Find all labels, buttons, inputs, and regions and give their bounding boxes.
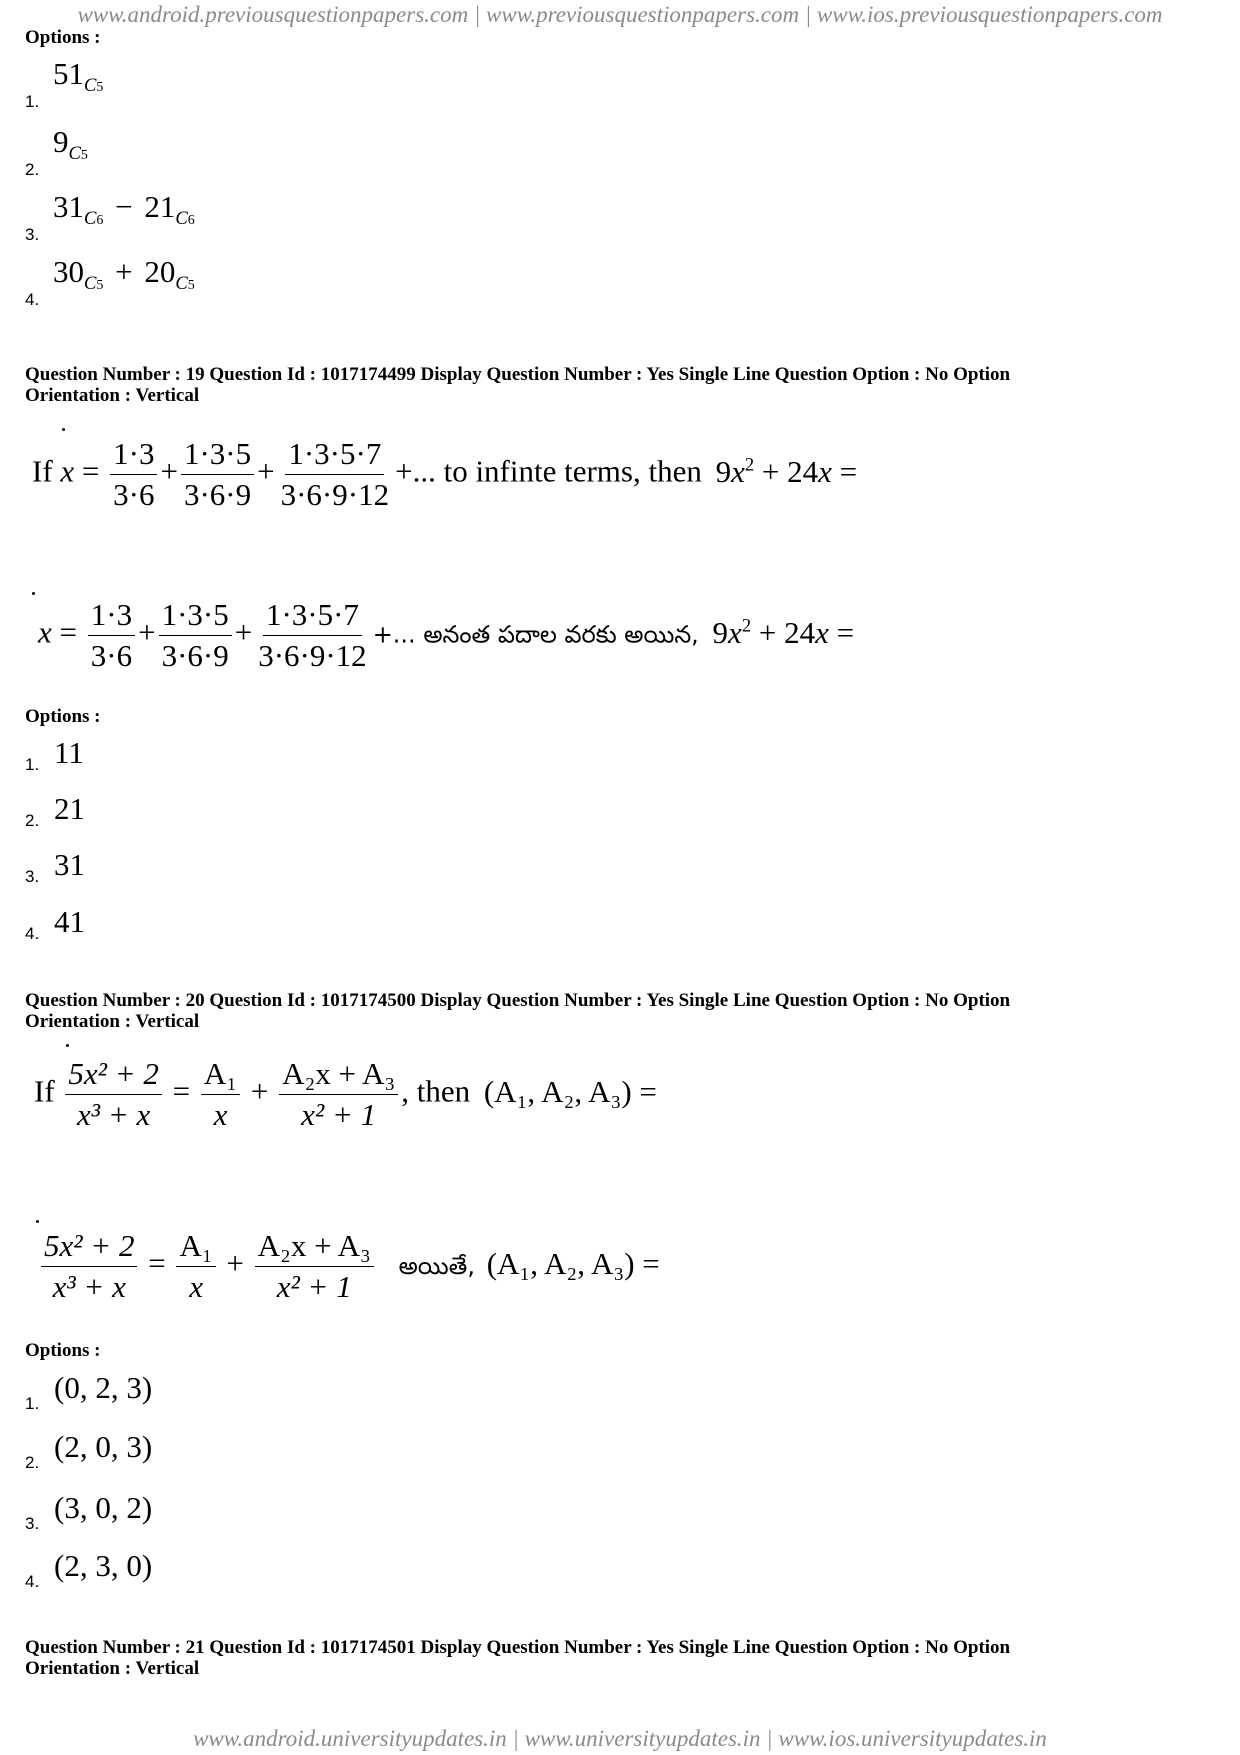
fraction: $\frac{1\cdot 3\cdot 5}{3\cdot 6\cdot 9}$ [159,597,232,674]
option-number: 2. [25,160,40,179]
q18-option-2[interactable] [25,120,88,179]
option-number: 3. [25,867,40,886]
stray-dot [62,428,65,431]
stray-dot [36,1220,39,1223]
fraction: $\frac{1\cdot 3}{3\cdot 6}$ [88,597,135,674]
q19-option-1[interactable] [25,735,225,781]
fraction: $\frac{\text{5x² + 2}}{\text{x³ + x}}$ [65,1056,161,1133]
option-number: 2. [25,1453,40,1472]
fraction: $\frac{\text{A₂x + A₃}}{\text{x² + 1}}$ [279,1056,398,1133]
q18-options-label: Options : [25,27,101,48]
q18-option-1[interactable] [25,52,104,111]
q18-option-4[interactable] [25,250,195,309]
option-number: 2. [25,811,40,830]
option-value: (0, 2, 3) [54,1370,153,1405]
question-meta-line: Question Number : 20 Question Id : 1017174500 Display Question Number : Yes Single Line Question Option : No Option [25,990,1011,1011]
page-footer-watermark: www.android.universityupdates.in | www.universityupdates.in | www.ios.universityupdates.in [193,1726,1047,1751]
fraction: $\frac{1\cdot 3\cdot 5}{3\cdot 6\cdot 9}$ [181,436,254,513]
fraction: $\frac{\text{A₁}}{x}$ [176,1228,215,1305]
option-number: 1. [25,755,40,774]
q20-question-telugu: $\frac{\text{5x² + 2}}{\text{x³ + x}}$ = $\frac{\text{A₁}}{x}$ + $\frac{\text{A₂x + A₃}}{\text{x² + 1}}$ అయితే, (A₁, A₂, A₃) = [38,1228,660,1305]
option-value: (3, 0, 2) [54,1490,153,1525]
option-number: 3. [25,1514,40,1533]
option-value: $31_{C6} - 21_{C6}$ [53,189,195,230]
fraction: $\frac{1\cdot 3\cdot 5\cdot 7}{3\cdot 6\cdot 9\cdot 12}$ [258,597,367,673]
option-value: 41 [54,904,85,939]
fraction: $\frac{1\cdot 3}{3\cdot 6}$ [110,436,157,513]
q20-question-english: If $\frac{\text{5x² + 2}}{\text{x³ + x}}$ = $\frac{\text{A₁}}{x}$ + $\frac{\text{A₂x + A₃}}{\text{x² + 1}}$ , then (A₁, A₂, A₃) = [34,1056,657,1132]
q21-meta [25,1637,1225,1679]
q20-option-3[interactable] [25,1490,325,1540]
q19-meta [25,364,1225,406]
option-value: $30_{C5} + 20_{C5}$ [53,254,195,295]
stray-dot [66,1044,69,1047]
q20-option-1[interactable] [25,1370,325,1420]
option-value: 31 [54,847,85,882]
option-number: 4. [25,290,40,309]
fraction: $\frac{\text{A₁}}{x}$ [201,1056,240,1133]
option-number: 4. [25,1572,40,1591]
q19-option-4[interactable] [25,904,225,950]
option-value: 21 [54,791,85,826]
question-meta-line: Orientation : Vertical [25,1658,200,1679]
option-value: (2, 3, 0) [54,1548,153,1583]
fraction: $\frac{\text{5x² + 2}}{\text{x³ + x}}$ [41,1228,137,1305]
q20-options-label: Options : [25,1340,101,1361]
option-value: (2, 0, 3) [54,1429,153,1464]
option-value: $9_{C5}$ [53,124,88,165]
q20-option-4[interactable] [25,1548,325,1598]
q19-option-2[interactable] [25,791,225,837]
q19-question-telugu: x = $\frac{1\cdot 3}{3\cdot 6}$ + $\frac{1\cdot 3\cdot 5}{3\cdot 6\cdot 9}$ + $\frac{1\cdot 3\cdot 5\cdot 7}{3\cdot 6\cdot 9\cdot 12}$ +... అనంత పదాల వరకు అయిన, $9x^2 + 24x$ = [38,597,855,673]
page-header-watermark: www.android.previousquestionpapers.com | www.previousquestionpapers.com | www.ios.previousquestionpapers.com [77,2,1163,27]
q20-option-2[interactable] [25,1429,325,1479]
q19-option-3[interactable] [25,847,225,893]
q20-meta [25,990,1225,1032]
question-meta-line: Question Number : 21 Question Id : 1017174501 Display Question Number : Yes Single Line Question Option : No Option [25,1637,1011,1658]
question-meta-line: Question Number : 19 Question Id : 1017174499 Display Question Number : Yes Single Line Question Option : No Option [25,364,1011,385]
q18-option-3[interactable] [25,185,195,244]
q19-question-english: If x = $\frac{1\cdot 3}{3\cdot 6}$ + $\frac{1\cdot 3\cdot 5}{3\cdot 6\cdot 9}$ + $\frac{1\cdot 3\cdot 5\cdot 7}{3\cdot 6\cdot 9\cdot 12}$ +... to infinte terms, then $9x^2 + 24x$ = [32,436,858,512]
question-meta-line: Orientation : Vertical [25,385,200,406]
fraction: $\frac{\text{A₂x + A₃}}{\text{x² + 1}}$ [255,1228,374,1305]
q19-options-label: Options : [25,706,101,727]
option-number: 3. [25,225,40,244]
option-number: 1. [25,92,40,111]
stray-dot [32,592,35,595]
fraction: $\frac{1\cdot 3\cdot 5\cdot 7}{3\cdot 6\cdot 9\cdot 12}$ [280,436,390,512]
question-meta-line: Orientation : Vertical [25,1011,200,1032]
option-number: 1. [25,1394,40,1413]
option-value: 11 [54,735,84,770]
option-number: 4. [25,924,40,943]
option-value: $51_{C5}$ [53,56,104,97]
